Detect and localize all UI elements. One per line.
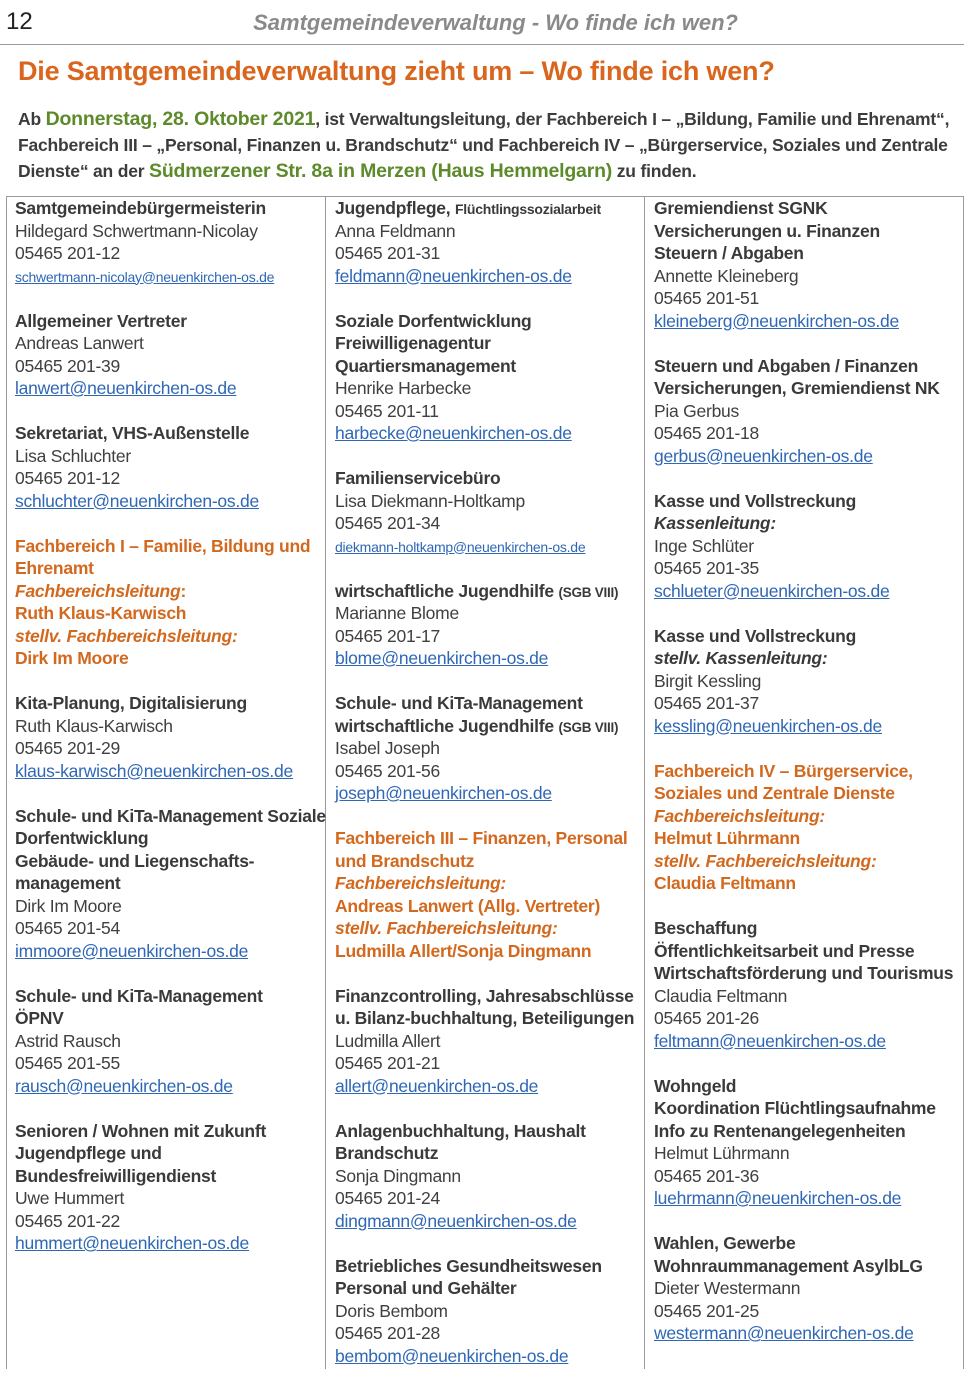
department-card	[15, 535, 326, 670]
department-role-colon: :	[180, 580, 187, 601]
contact-card	[335, 985, 634, 1098]
contact-email-link[interactable]: joseph@neuenkirchen-os.de	[335, 783, 552, 803]
contact-name: Hildegard Schwertmann-Nicolay	[15, 220, 258, 241]
contact-title: Jugendpflege,	[335, 198, 455, 218]
page-number: 12	[6, 8, 33, 35]
contact-title: Personal und Gehälter	[335, 1278, 517, 1298]
column-divider	[644, 196, 645, 1369]
contact-email-link[interactable]: rausch@neuenkirchen-os.de	[15, 1075, 233, 1096]
contact-name: Marianne Blome	[335, 603, 459, 623]
contact-title: Versicherungen u. Finanzen	[654, 220, 880, 241]
page-title: Die Samtgemeindeverwaltung zieht um – Wo finde ich wen?	[18, 56, 775, 86]
contact-title: Wohnraummanagement AsylbLG	[654, 1255, 923, 1276]
intro-address: Südmerzener Str. 8a in Merzen (Haus Hemmelgarn)	[149, 160, 613, 182]
contact-card	[335, 310, 634, 445]
contact-card	[654, 197, 953, 332]
contact-email-link[interactable]: kleineberg@neuenkirchen-os.de	[654, 310, 899, 331]
contact-card	[654, 1075, 953, 1210]
contact-title: Sekretariat, VHS-Außenstelle	[15, 423, 250, 443]
contact-title: Allgemeiner Vertreter	[15, 310, 187, 331]
contact-title-small: (SGB VIII)	[558, 584, 619, 600]
contact-title: u. Bilanz-buchhaltung, Beteiligungen	[335, 1008, 635, 1028]
contact-card	[335, 580, 634, 670]
contact-email-link[interactable]: schluchter@neuenkirchen-os.de	[15, 490, 259, 511]
contact-title-small: (SGB VIII)	[558, 719, 619, 735]
contact-phone: 05465 201-56	[335, 760, 441, 781]
contact-title: Anlagenbuchhaltung, Haushalt	[335, 1120, 586, 1141]
department-title: Ehrenamt	[15, 558, 94, 578]
contact-phone: 05465 201-17	[335, 625, 441, 646]
contact-phone: 05465 201-35	[654, 558, 760, 578]
contact-title: wirtschaftliche Jugendhilfe	[335, 715, 559, 736]
contact-name: Annette Kleineberg	[654, 265, 799, 286]
contact-phone: 05465 201-25	[654, 1300, 760, 1321]
contact-title: Betriebliches Gesundheitswesen	[335, 1255, 602, 1276]
contact-phone: 05465 201-12	[15, 243, 121, 263]
contact-title: Kita-Planung, Digitalisierung	[15, 693, 247, 713]
department-title: Fachbereich III – Finanzen, Personal	[335, 828, 628, 848]
intro-text: Dienste“ an der	[18, 161, 150, 181]
contact-email-link[interactable]: kessling@neuenkirchen-os.de	[654, 715, 882, 736]
contact-title: Bundesfreiwilligendienst	[15, 1165, 217, 1186]
contact-card	[335, 467, 634, 557]
contact-title: Öffentlichkeitsarbeit und Presse	[654, 940, 915, 961]
contact-card	[654, 1232, 953, 1345]
contact-email-link[interactable]: feltmann@neuenkirchen-os.de	[654, 1030, 886, 1051]
contact-title: Senioren / Wohnen mit Zukunft	[15, 1120, 267, 1141]
contact-title: wirtschaftliche Jugendhilfe	[335, 580, 559, 601]
department-role: Fachbereichsleitung	[15, 580, 181, 601]
contact-title: Koordination Flüchtlingsaufnahme	[654, 1098, 936, 1118]
contact-title: Samtgemeindebürgermeisterin	[15, 198, 266, 218]
contact-title: Brandschutz	[335, 1143, 439, 1163]
contact-title: Wahlen, Gewerbe	[654, 1233, 796, 1253]
contact-title: Steuern / Abgaben	[654, 243, 804, 263]
department-role: Fachbereichsleitung:	[335, 873, 507, 893]
contact-email-link[interactable]: klaus-karwisch@neuenkirchen-os.de	[15, 760, 293, 781]
contact-name: Claudia Feltmann	[654, 985, 788, 1006]
contact-title: Steuern und Abgaben / Finanzen	[654, 355, 919, 376]
contact-role: stellv. Kassenleitung:	[654, 648, 828, 668]
contact-card	[15, 310, 326, 400]
contact-name: Anna Feldmann	[335, 220, 456, 241]
contact-phone: 05465 201-31	[335, 243, 441, 263]
contact-phone: 05465 201-36	[654, 1165, 760, 1186]
contact-email-link[interactable]: bembom@neuenkirchen-os.de	[335, 1345, 569, 1366]
contact-card	[335, 1255, 634, 1368]
contact-name: Andreas Lanwert	[15, 333, 144, 353]
header-rule	[0, 44, 964, 45]
contact-email-link[interactable]: feldmann@neuenkirchen-os.de	[335, 265, 572, 286]
contact-card	[15, 805, 326, 963]
contact-title: ÖPNV	[15, 1008, 64, 1028]
contact-title: Info zu Rentenangelegenheiten	[654, 1120, 906, 1141]
department-lead: Ruth Klaus-Karwisch	[15, 603, 187, 623]
contact-column-2	[335, 197, 634, 1390]
contact-phone: 05465 201-55	[15, 1053, 121, 1073]
contact-name: Isabel Joseph	[335, 738, 440, 758]
department-lead: Helmut Lührmann	[654, 828, 800, 848]
contact-card	[654, 490, 953, 603]
contact-title: Soziale Dorfentwicklung	[335, 310, 532, 331]
contact-name: Lisa Schluchter	[15, 445, 131, 466]
contact-title: Finanzcontrolling, Jahresabschlüsse	[335, 985, 634, 1006]
contact-name: Inge Schlüter	[654, 535, 754, 556]
contact-title: Familienservicebüro	[335, 468, 501, 488]
department-card	[335, 827, 634, 962]
department-lead: Ludmilla Allert/Sonja Dingmann	[335, 940, 592, 961]
contact-title: Versicherungen, Gremiendienst NK	[654, 378, 940, 398]
contact-phone: 05465 201-29	[15, 738, 121, 758]
contact-column-1	[15, 197, 326, 1277]
contact-email-link[interactable]: gerbus@neuenkirchen-os.de	[654, 445, 873, 466]
contact-card	[15, 197, 326, 287]
contact-title: Quartiersmanagement	[335, 355, 517, 376]
contact-card	[335, 692, 634, 805]
contact-card	[15, 422, 326, 512]
department-title: Soziales und Zentrale Dienste	[654, 783, 895, 803]
department-role: stellv. Fachbereichsleitung:	[335, 918, 558, 938]
contact-title-small: Flüchtlingssozialarbeit	[454, 201, 601, 217]
contact-name: Birgit Kessling	[654, 670, 762, 691]
contact-email-link[interactable]: luehrmann@neuenkirchen-os.de	[654, 1188, 902, 1208]
contact-title: Schule- und KiTa-Management	[335, 693, 583, 713]
contact-phone: 05465 201-18	[654, 423, 760, 443]
contact-role: Kassenleitung:	[654, 513, 776, 533]
department-card	[654, 760, 953, 895]
contact-phone: 05465 201-28	[335, 1323, 441, 1343]
contact-email-link[interactable]: westermann@neuenkirchen-os.de	[654, 1323, 914, 1343]
contact-phone: 05465 201-22	[15, 1210, 121, 1231]
contact-phone: 05465 201-37	[654, 693, 760, 713]
contact-email-link[interactable]: allert@neuenkirchen-os.de	[335, 1075, 539, 1096]
contact-email-link[interactable]: blome@neuenkirchen-os.de	[335, 648, 549, 668]
intro-text: Fachbereich III – „Personal, Finanzen u. Brandschutz“ und Fachbereich IV – „Bürgerservice, Soziales und Zentrale	[18, 135, 948, 155]
department-title: und Brandschutz	[335, 850, 475, 871]
department-lead: Claudia Feltmann	[654, 873, 796, 893]
contact-email-link[interactable]: schlueter@neuenkirchen-os.de	[654, 580, 890, 601]
contact-title: Wirtschaftsförderung und Tourismus	[654, 963, 954, 983]
contact-name: Dirk Im Moore	[15, 895, 122, 916]
contact-card	[15, 692, 326, 782]
contact-name: Helmut Lührmann	[654, 1143, 790, 1163]
contact-phone: 05465 201-11	[335, 400, 439, 421]
contact-title: management	[15, 873, 121, 893]
contact-name: Pia Gerbus	[654, 400, 740, 421]
department-role: stellv. Fachbereichsleitung:	[15, 625, 238, 646]
contact-card	[335, 197, 634, 287]
contact-title: Kasse und Vollstreckung	[654, 490, 857, 511]
contact-email-link[interactable]: schwertmann-nicolay@neuenkirchen-os.de	[15, 268, 275, 285]
department-lead: Andreas Lanwert (Allg. Vertreter)	[335, 895, 601, 916]
department-role: stellv. Fachbereichsleitung:	[654, 850, 877, 871]
contact-email-link[interactable]: diekmann-holtkamp@neuenkirchen-os.de	[335, 538, 586, 555]
contact-title: Jugendpflege und	[15, 1143, 162, 1163]
contact-name: Astrid Rausch	[15, 1030, 121, 1051]
contact-card	[654, 625, 953, 738]
contact-name: Uwe Hummert	[15, 1188, 125, 1208]
contact-phone: 05465 201-24	[335, 1188, 441, 1208]
contact-card	[15, 1120, 326, 1255]
department-role: Fachbereichsleitung:	[654, 805, 826, 826]
department-title: Fachbereich I – Familie, Bildung und	[15, 535, 311, 556]
contact-email-link[interactable]: lanwert@neuenkirchen-os.de	[15, 378, 237, 398]
contact-name: Ruth Klaus-Karwisch	[15, 715, 173, 736]
intro-date: Donnerstag, 28. Oktober 2021	[45, 108, 316, 130]
contact-title: Schule- und KiTa-Management Soziale	[15, 805, 326, 826]
contact-name: Sonja Dingmann	[335, 1165, 461, 1186]
contact-title: Wohngeld	[654, 1075, 737, 1096]
contact-phone: 05465 201-39	[15, 355, 121, 376]
table-left-border	[6, 196, 7, 1369]
contact-column-3	[654, 197, 953, 1367]
contact-title: Kasse und Vollstreckung	[654, 625, 857, 646]
contact-title: Schule- und KiTa-Management	[15, 985, 263, 1006]
contact-card	[15, 985, 326, 1098]
intro-text: , ist Verwaltungsleitung, der Fachbereich I – „Bildung, Familie und Ehrenamt“,	[315, 109, 950, 129]
contact-phone: 05465 201-12	[15, 468, 121, 488]
contact-phone: 05465 201-34	[335, 513, 441, 533]
intro-text: Ab	[18, 109, 46, 129]
contact-name: Lisa Diekmann-Holtkamp	[335, 490, 525, 511]
contact-name: Dieter Westermann	[654, 1278, 801, 1298]
intro-paragraph	[18, 106, 953, 184]
contact-phone: 05465 201-26	[654, 1008, 760, 1028]
contact-title: Dorfentwicklung	[15, 828, 149, 848]
contact-name: Doris Bembom	[335, 1300, 448, 1321]
contact-title: Beschaffung	[654, 918, 758, 938]
department-lead: Dirk Im Moore	[15, 648, 129, 668]
contact-card	[335, 1120, 634, 1233]
contact-email-link[interactable]: harbecke@neuenkirchen-os.de	[335, 423, 572, 443]
contact-title: Gremiendienst SGNK	[654, 198, 828, 218]
table-right-border	[963, 196, 964, 1369]
contact-email-link[interactable]: immoore@neuenkirchen-os.de	[15, 940, 249, 961]
contact-name: Ludmilla Allert	[335, 1030, 441, 1051]
contact-title: Gebäude- und Liegenschafts-	[15, 850, 255, 871]
contact-email-link[interactable]: hummert@neuenkirchen-os.de	[15, 1233, 250, 1253]
contact-card	[654, 355, 953, 468]
contact-card	[654, 917, 953, 1052]
intro-text: zu finden.	[612, 161, 697, 181]
department-title: Fachbereich IV – Bürgerservice,	[654, 760, 913, 781]
contact-phone: 05465 201-21	[335, 1053, 441, 1073]
contact-phone: 05465 201-54	[15, 918, 121, 938]
contact-name: Henrike Harbecke	[335, 378, 472, 398]
contact-email-link[interactable]: dingmann@neuenkirchen-os.de	[335, 1210, 577, 1231]
contact-phone: 05465 201-51	[654, 288, 760, 308]
running-header: Samtgemeindeverwaltung - Wo finde ich wen?	[253, 10, 738, 35]
contact-title: Freiwilligenagentur	[335, 333, 491, 353]
